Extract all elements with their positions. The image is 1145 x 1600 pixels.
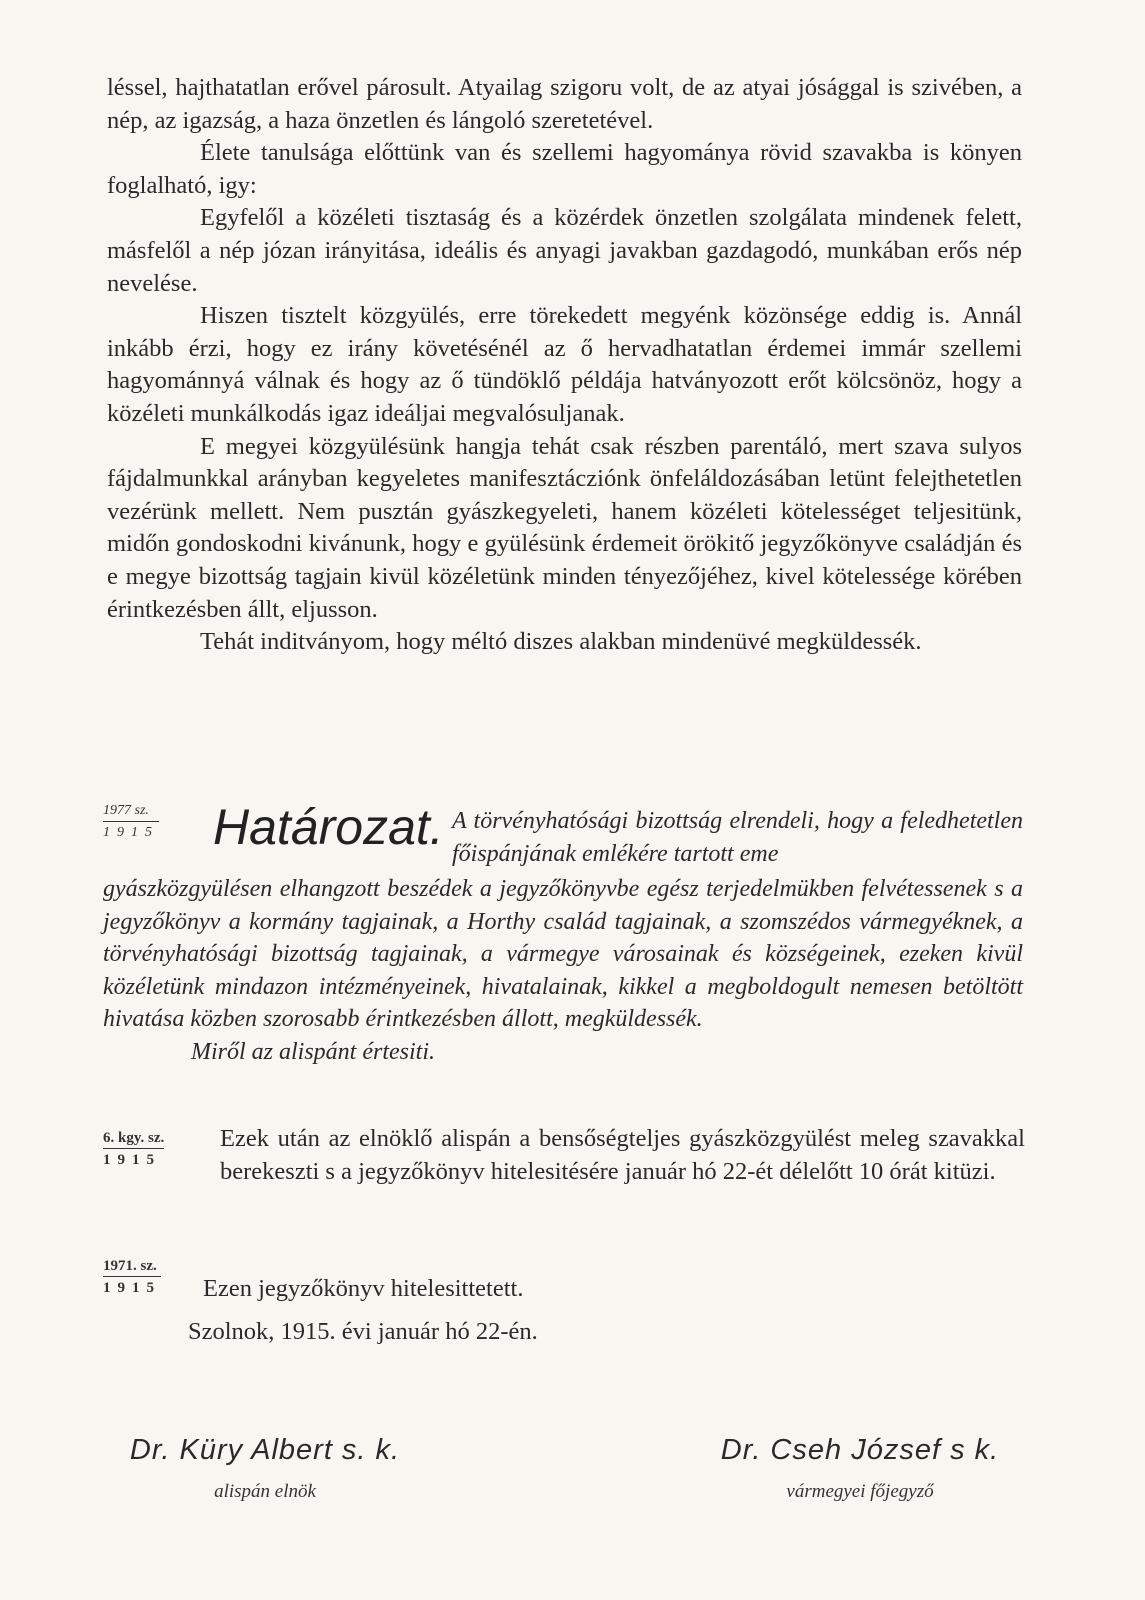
signature-left-title: alispán elnök (214, 1481, 316, 1502)
paragraph-5: E megyei közgyülésünk hangja tehát csak részben parentáló, mert szava sulyos fájdalmunkkal arányban kegyeletes manifesztácziónk önfeláldozásában letünt felejthetetlen vezérünk mellett. Nem pusztán gyászkegyeleti, hanem közéleti kötelességet teljesitünk, midőn gondoskodni kivánunk, hogy e gyülésünk érdemeit örökitő jegyzőkönyve családján és e megye bizottság tagjain kivül közéletünk minden tényezőjéhez, kivel kötelessége körében érintkezésben állt, eljusson. (107, 432, 1022, 623)
closing-ref-number: 6. kgy. sz. (103, 1130, 164, 1149)
auth-ref-number: 1971. sz. (103, 1258, 161, 1277)
signature-right-name: Dr. Cseh József s k. (720, 1434, 1000, 1466)
paragraph-2: Élete tanulsága előttünk van és szellemi hagyománya rövid szavakba is könyen foglalható, igy: (107, 139, 1022, 199)
decision-ref-number: 1977 sz. (103, 803, 159, 822)
decision-notice: Miről az alispánt értesiti. (191, 1038, 436, 1065)
decision-body: gyászközgyülésen elhangzott beszédek a jegyzőkönyvbe egész terjedelmükben felvétessenek s a jegyzőkönyv a kormány tagjainak, a Horthy család tagjainak, a szomszédos vármegyéknek, a törvényhatósági bizottság tagjainak, a vármegye városainak és községeinek, ezeken kivül közéletünk mindazon intézményeinek, hivatalainak, kikkel a megboldogult nemesen betöltött hivatása közben szorosabb érintkezésben állott, megküldessék. (103, 876, 1023, 1033)
minutes-body (107, 72, 1022, 659)
decision-reference (103, 803, 159, 841)
auth-ref-year: 1915 (103, 1280, 161, 1296)
paragraph-3: Egyfelől a közéleti tisztaság és a közérdek önzetlen szolgálata mindenek felett, másfelől a nép józan irányitása, ideális és anyagi javakban gazdagodó, munkában erős nép nevelése. (107, 204, 1022, 297)
authentication-section (103, 1253, 1025, 1348)
signature-left-name: Dr. Küry Albert s. k. (129, 1434, 401, 1466)
closing-reference (103, 1130, 164, 1168)
closing-text: Ezek után az elnöklő alispán a bensőségteljes gyászközgyülést meleg szavakkal berekeszti s a jegyzőkönyv hitelesitésére január hó 22-ét délelőtt 10 órát kitüzi. (220, 1125, 1025, 1185)
closing-ref-year: 1915 (103, 1152, 161, 1168)
decision-title: Határozat. (213, 799, 444, 855)
auth-text: Ezen jegyzőkönyv hitelesittetett. (203, 1275, 524, 1302)
paragraph-1: léssel, hajthatatlan erővel párosult. Atyailag szigoru volt, de az atyai jósággal is szivében, a nép, az igazság, a haza önzetlen és lángoló szeretetével. (107, 74, 1022, 134)
signature-right (690, 1432, 1030, 1504)
auth-reference (103, 1258, 161, 1296)
signature-left (95, 1432, 435, 1504)
paragraph-6: Tehát inditványom, hogy méltó diszes alakban mindenüvé megküldessék. (200, 628, 922, 656)
decision-first-lines: A törvényhatósági bizottság elrendeli, hogy a feledhetetlen főispánjának emlékére tartott eme (452, 808, 1023, 867)
decision-ref-year: 1915 (103, 825, 159, 840)
decision-text (103, 873, 1023, 1069)
paragraph-4: Hiszen tisztelt közgyülés, erre törekedett megyénk közönsége eddig is. Annál inkább érzi, hogy ez irány követésénél az ő hervadhatatlan érdemei immár szellemi hagyománnyá válnak és hogy az ő tündöklő példája hatványozott erőt kölcsönöz, hogy a közéleti munkálkodás igaz ideáljai megvalósuljanak. (107, 302, 1022, 427)
auth-place-date: Szolnok, 1915. évi január hó 22-én. (188, 1317, 538, 1345)
signature-right-title: vármegyei főjegyző (786, 1481, 934, 1502)
closing-section (103, 1123, 1025, 1188)
